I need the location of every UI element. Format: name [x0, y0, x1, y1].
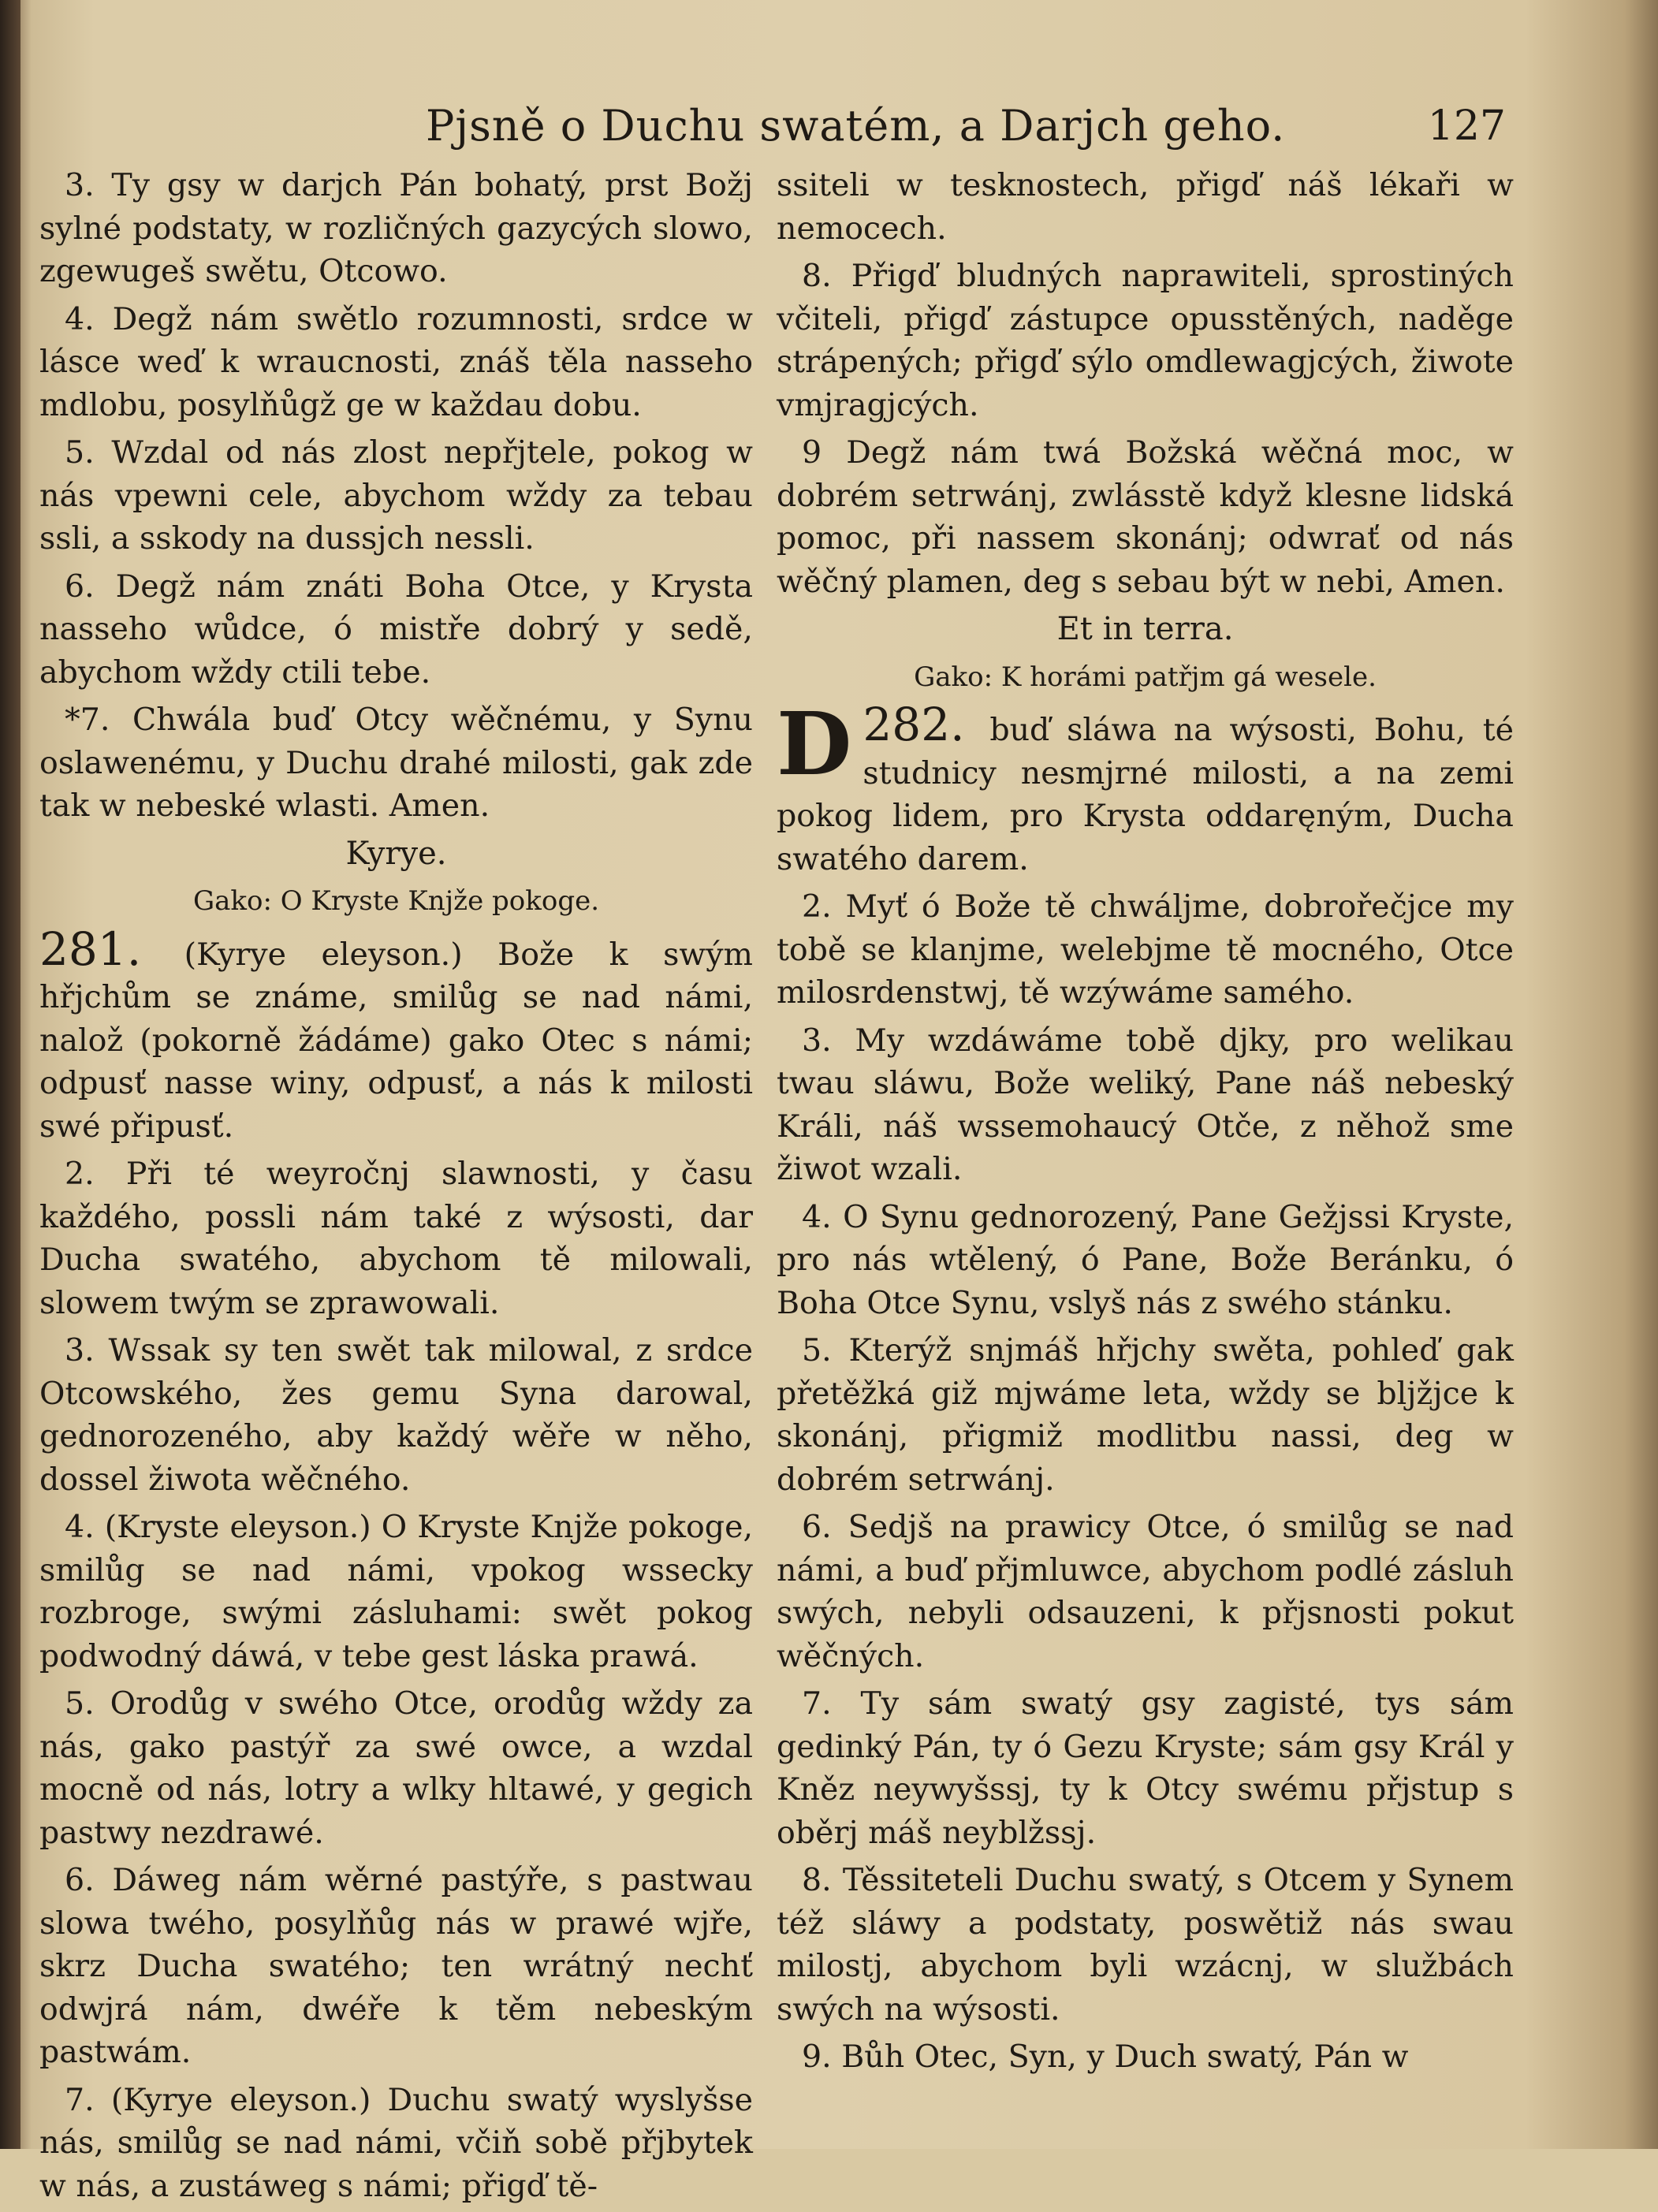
verse-paragraph: 2. Při té weyročnj slawnosti, y času každého, possli nám také z wýsosti, dar Ducha swatého, abychom tě milowali, slowem twým se zprawowali.	[39, 1156, 753, 1321]
verse-paragraph: 4. O Synu gednorozený, Pane Gežjssi Kryste, pro nás wtělený, ó Pane, Bože Beránku, ó Boha Otce Synu, vslyš nás z swého stánku.	[777, 1198, 1514, 1321]
verse-paragraph: 5. Kterýž snjmáš hřjchy swěta, pohleď gak přetěžká giž mjwáme leta, wždy se bljžjce k skonánj, přigmiž modlitbu nassi, deg w dobrém setrwánj.	[777, 1332, 1514, 1498]
running-title: Pjsně o Duchu swatém, a Darjch geho.	[426, 101, 1286, 151]
verse-continuation: ssiteli w tesknostech, přigď náš lékaři w nemocech.	[777, 167, 1514, 247]
hymn-start	[39, 922, 753, 1149]
verse-paragraph: 5. Wzdal od nás zlost nepřjtele, pokog w nás vpewni cele, abychom wždy za tebau ssli, a sskody na dussjch nessli.	[39, 434, 753, 557]
verse-paragraph: 9 Degž nám twá Božská wěčná moc, w dobrém setrwánj, zwlásstě když klesne lidská pomoc, při nassem skonánj; odwrať od nás wěčný plamen, deg s sebau být w nebi, Amen.	[777, 434, 1514, 600]
verse-paragraph: 6. Sedjš na prawicy Otce, ó smilůg se nad námi, a buď přjmluwce, abychom podlé zásluh swých, nebyli odsauzeni, k přjsnosti pokut wěčných.	[777, 1509, 1514, 1674]
tune-line: Gako: K horámi patřjm gá wesele.	[914, 661, 1377, 693]
hymn-first-verse: (Kyrye eleyson.) Bože k swým hřjchům se známe, smilůg se nad námi, nalož (pokorně žádáme) gako Otec s námi; odpusť nasse winy, odpusť, a nás k milosti swé připusť.	[39, 936, 753, 1145]
page-header	[300, 95, 1514, 166]
book-spine	[0, 0, 20, 2149]
verse-paragraph: 3. My wzdáwáme tobě djky, pro welikau twau sláwu, Bože weliký, Pane náš nebeský Králi, náš wssemohaucý Otče, z něhož sme žiwot wzali.	[777, 1022, 1514, 1187]
left-column	[39, 164, 753, 2212]
verse-paragraph: 3. Wssak sy ten swět tak milowal, z srdce Otcowského, žes gemu Syna darowal, gednorozeného, aby každý wěře w něho, dossel žiwota wěčného.	[39, 1332, 753, 1498]
verse-paragraph: 8. Přigď bludných naprawiteli, sprostiných včiteli, přigď zástupce opusstěných, naděge strápených; přigď sýlo omdlewagjcých, žiwote vmjragjcých.	[777, 258, 1514, 423]
right-column	[777, 164, 1514, 2084]
verse-paragraph: 6. Degž nám znáti Boha Otce, y Krysta nasseho wůdce, ó mistře dobrý y sedě, abychom wždy ctili tebe.	[39, 568, 753, 691]
hymn-number: 281.	[39, 922, 142, 976]
verse-paragraph: 9. Bůh Otec, Syn, y Duch swatý, Pán w	[802, 2039, 1409, 2075]
verse-paragraph: 7. Ty sám swatý gsy zagisté, tys sám gedinký Pán, ty ó Gezu Kryste; sám gsy Král y Kněz neywyšssj, ty k Otcy swému přjstup s oběrj máš neyblžssj.	[777, 1685, 1514, 1851]
verse-paragraph: 8. Těssiteteli Duchu swatý, s Otcem y Synem též sláwy a podstaty, poswětiž nás swau milostj, abychom byli wzácnj, w službách swých na wýsosti.	[777, 1862, 1514, 2028]
hymn-first-verse: buď sláwa na wýsosti, Bohu, té studnicy nesmjrné milosti, a na zemi pokog lidem, pro Krysta oddaręným, Ducha swatého darem.	[777, 712, 1514, 877]
hymn-start	[777, 693, 1514, 881]
hymn-number: 282.	[863, 698, 965, 751]
section-heading: Kyrye.	[345, 835, 447, 872]
verse-paragraph: 4. Degž nám swětlo rozumnosti, srdce w lásce weď k wraucnosti, znáš těla nasseho mdlobu, posylňůgž ge w každau dobu.	[39, 300, 753, 423]
page-number: 127	[1427, 102, 1506, 150]
verse-paragraph: 2. Myť ó Bože tě chwáljme, dobrořečjce my tobě se klanjme, welebjme tě mocného, Otce milosrdenstwj, tě wzýwáme samého.	[777, 888, 1514, 1011]
section-heading: Et in terra.	[1056, 611, 1234, 647]
verse-paragraph: 3. Ty gsy w darjch Pán bohatý, prst Božj sylné podstaty, w rozličných gazycých slowo, zgewugeš swětu, Otcowo.	[39, 167, 753, 289]
verse-paragraph: *7. Chwála buď Otcy wěčnému, y Synu oslawenému, y Duchu drahé milosti, gak zde tak w nebeské wlasti. Amen.	[39, 702, 753, 824]
tune-line: Gako: O Kryste Knjže pokoge.	[192, 885, 600, 917]
drop-cap: D	[777, 693, 852, 795]
verse-paragraph: 4. (Kryste eleyson.) O Kryste Knjže pokoge, smilůg se nad námi, vpokog wssecky rozbroge, swými zásluhami: swět pokog podwodný dáwá, v tebe gest láska prawá.	[39, 1509, 753, 1674]
verse-paragraph: 6. Dáweg nám wěrné pastýře, s pastwau slowa twého, posylňůg nás w prawé wjře, skrz Ducha swatého; ten wrátný nechť odwjrá nám, dwéře k těm nebeským pastwám.	[39, 1862, 753, 2070]
verse-paragraph: 7. (Kyrye eleyson.) Duchu swatý wyslyšse nás, smilůg se nad námi, včiň sobě přjbytek w nás, a zustáweg s námi; přigď tě-	[39, 2081, 753, 2204]
verse-paragraph: 5. Orodůg v swého Otce, orodůg wždy za nás, gako pastýř za swé owce, a wzdal mocně od nás, lotry a wlky hltawé, y gegich pastwy nezdrawé.	[39, 1685, 753, 1851]
